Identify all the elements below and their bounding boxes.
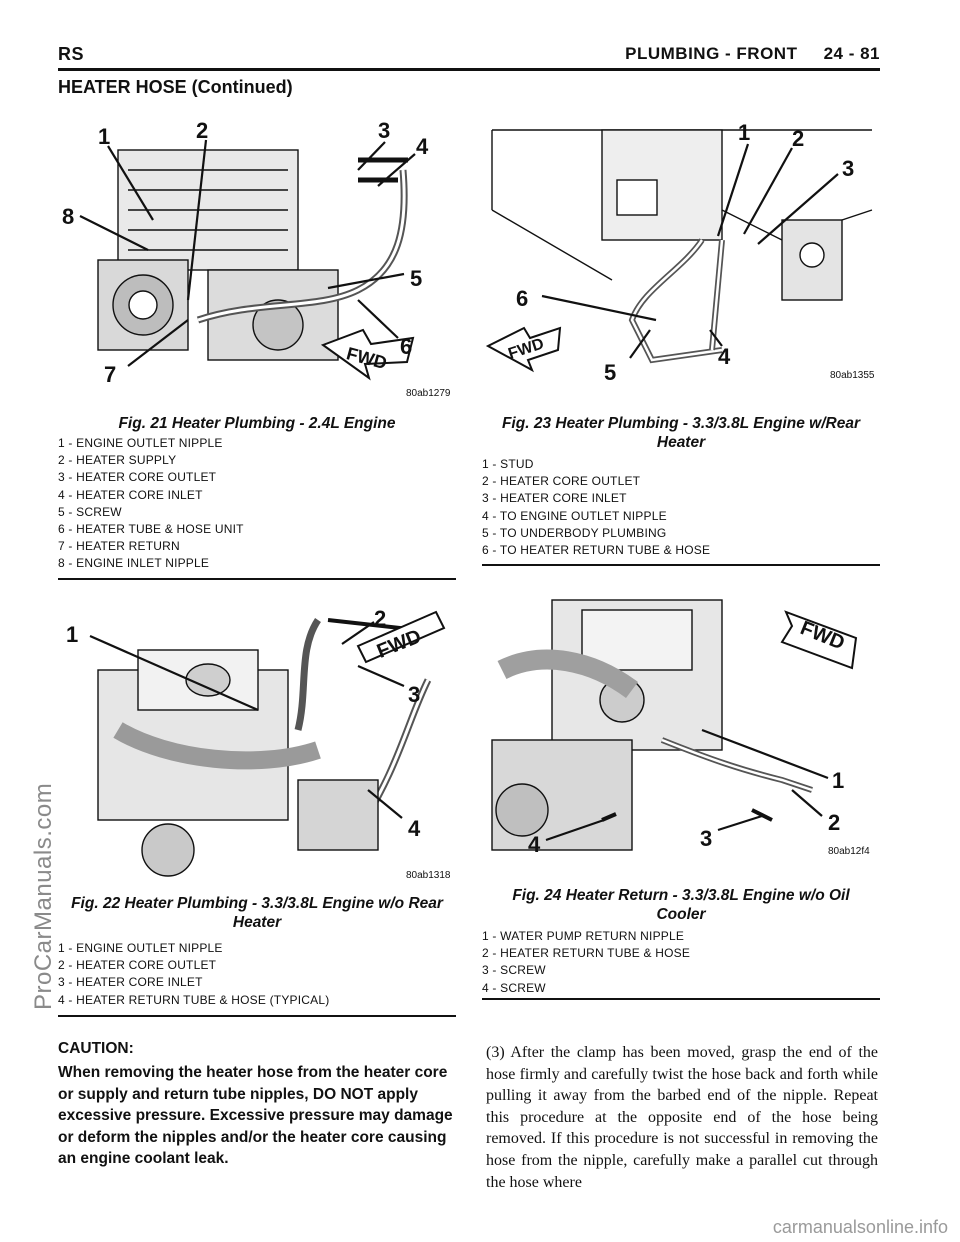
fig22-callout-4: 4	[408, 816, 421, 841]
fig21-callout-2: 2	[196, 118, 209, 143]
fig21-legend	[58, 435, 244, 573]
legend-item: 1 - ENGINE OUTLET NIPPLE	[58, 941, 223, 955]
fig24-callout-4: 4	[528, 832, 541, 857]
legend-item: 5 - TO UNDERBODY PLUMBING	[482, 525, 667, 540]
fig23-caption	[482, 414, 880, 452]
side-watermark: ProCarManuals.com	[30, 782, 57, 1010]
legend-item: 4 - TO ENGINE OUTLET NIPPLE	[482, 508, 667, 523]
fig24-caption	[482, 886, 880, 924]
legend-item: 4 - HEATER RETURN TUBE & HOSE (TYPICAL)	[58, 992, 330, 1007]
fig23-image-id: 80ab1355	[830, 370, 875, 381]
figure-24	[482, 590, 880, 1004]
fig22-fwd-label: FWD	[373, 625, 425, 663]
fig22-caption-line2: Heater	[232, 914, 282, 931]
fig22-image-id: 80ab1318	[406, 870, 451, 880]
legend-item: 8 - ENGINE INLET NIPPLE	[58, 556, 210, 571]
fig23-legend	[482, 456, 710, 559]
fig23-fwd-label: FWD	[506, 335, 547, 363]
fig21-callout-3: 3	[378, 118, 391, 143]
fig23-rule	[482, 564, 880, 566]
fig24-fwd-label: FWD	[797, 617, 848, 655]
legend-item: 3 - HEATER CORE OUTLET	[58, 470, 217, 485]
fig22-rule	[58, 1015, 456, 1017]
fig21-rule	[58, 578, 456, 580]
fig23-callout-4: 4	[718, 344, 731, 369]
fig23-callout-3: 3	[842, 156, 855, 181]
fig22-caption-line1: Fig. 22 Heater Plumbing - 3.3/3.8L Engine w/o Rear	[71, 895, 443, 912]
fig24-caption-line2: Cooler	[656, 906, 706, 923]
fig22-callout-2: 2	[374, 606, 387, 631]
figure-24-illustration	[482, 590, 880, 870]
footer-watermark: carmanualsonline.info	[772, 1217, 948, 1237]
fig21-caption: Fig. 21 Heater Plumbing - 2.4L Engine	[118, 415, 396, 432]
legend-item: 6 - HEATER TUBE & HOSE UNIT	[58, 522, 244, 537]
fig23-caption-line1: Fig. 23 Heater Plumbing - 3.3/3.8L Engine w/Rear	[501, 415, 861, 432]
fig24-caption-line1: Fig. 24 Heater Return - 3.3/3.8L Engine w/o Oil	[512, 887, 850, 904]
fig21-callout-5: 5	[410, 266, 423, 291]
fig21-callout-8: 8	[62, 204, 75, 229]
fig24-legend	[482, 928, 690, 997]
fig21-image-id: 80ab1279	[406, 388, 451, 399]
fig21-callout-6: 6	[400, 334, 413, 359]
legend-item: 2 - HEATER CORE OUTLET	[482, 474, 641, 489]
caution-body: When removing the heater hose from the heater core or supply and return tube nipples, DO NOT apply excessive pressure. Excessive pressure may damage or deform the nipples and/or the heater core causing an engine coolant leak.	[58, 1064, 453, 1168]
fig21-fwd-label: FWD	[344, 343, 390, 374]
header-section-page: PLUMBING - FRONT 24 - 81	[617, 44, 880, 64]
fig21-callout-7: 7	[104, 362, 117, 387]
header-model: RS	[58, 44, 85, 64]
fig24-image-id: 80ab12f4	[828, 846, 870, 857]
fig24-rule	[482, 998, 880, 1000]
legend-item: 3 - SCREW	[482, 963, 546, 978]
legend-item: 5 - SCREW	[58, 504, 122, 519]
fig24-callout-1: 1	[832, 768, 845, 793]
legend-item: 1 - WATER PUMP RETURN NIPPLE	[482, 929, 685, 943]
legend-item: 3 - HEATER CORE INLET	[482, 491, 627, 506]
figure-23	[482, 110, 880, 566]
fig21-callout-4: 4	[416, 134, 429, 159]
legend-item: 3 - HEATER CORE INLET	[58, 975, 203, 990]
fig22-callout-1: 1	[66, 622, 79, 647]
fig23-callout-5: 5	[604, 360, 617, 385]
fig23-callout-2: 2	[792, 126, 805, 151]
procedure-step-3: (3) After the clamp has been moved, grasp the end of the hose firmly and carefully twist the hose back and forth while pulling it away from the barbed end of the nipple. Repeat this procedure at the opposite end of the hose being removed. If this procedure is not successful in removing the hose from the nipple, carefully make a parallel cut through the hose where	[486, 1044, 878, 1191]
figure-21-illustration	[58, 110, 456, 400]
legend-item: 1 - STUD	[482, 457, 534, 471]
fig23-callout-1: 1	[738, 120, 751, 145]
legend-item: 4 - SCREW	[482, 980, 546, 995]
figure-22	[58, 590, 456, 1018]
fig23-caption-line2: Heater	[656, 434, 706, 451]
legend-item: 4 - HEATER CORE INLET	[58, 487, 203, 502]
legend-item: 2 - HEATER CORE OUTLET	[58, 958, 217, 973]
fig23-callout-6: 6	[516, 286, 529, 311]
fig22-caption	[58, 894, 456, 932]
legend-item: 7 - HEATER RETURN	[58, 539, 180, 554]
fig24-callout-2: 2	[828, 810, 841, 835]
legend-item: 6 - TO HEATER RETURN TUBE & HOSE	[482, 543, 711, 558]
section-title: HEATER HOSE (Continued)	[58, 77, 293, 97]
fig21-callout-1: 1	[98, 124, 111, 149]
legend-item: 1 - ENGINE OUTLET NIPPLE	[58, 436, 223, 450]
page-header	[58, 44, 880, 71]
caution-title: CAUTION:	[58, 1040, 134, 1057]
figure-21	[58, 110, 456, 580]
fig22-legend	[58, 940, 329, 1009]
fig22-callout-3: 3	[408, 682, 421, 707]
figure-23-illustration	[482, 110, 880, 400]
legend-item: 2 - HEATER SUPPLY	[58, 453, 177, 468]
fig24-callout-3: 3	[700, 826, 713, 851]
figure-22-illustration	[58, 590, 456, 880]
legend-item: 2 - HEATER RETURN TUBE & HOSE	[482, 946, 691, 961]
